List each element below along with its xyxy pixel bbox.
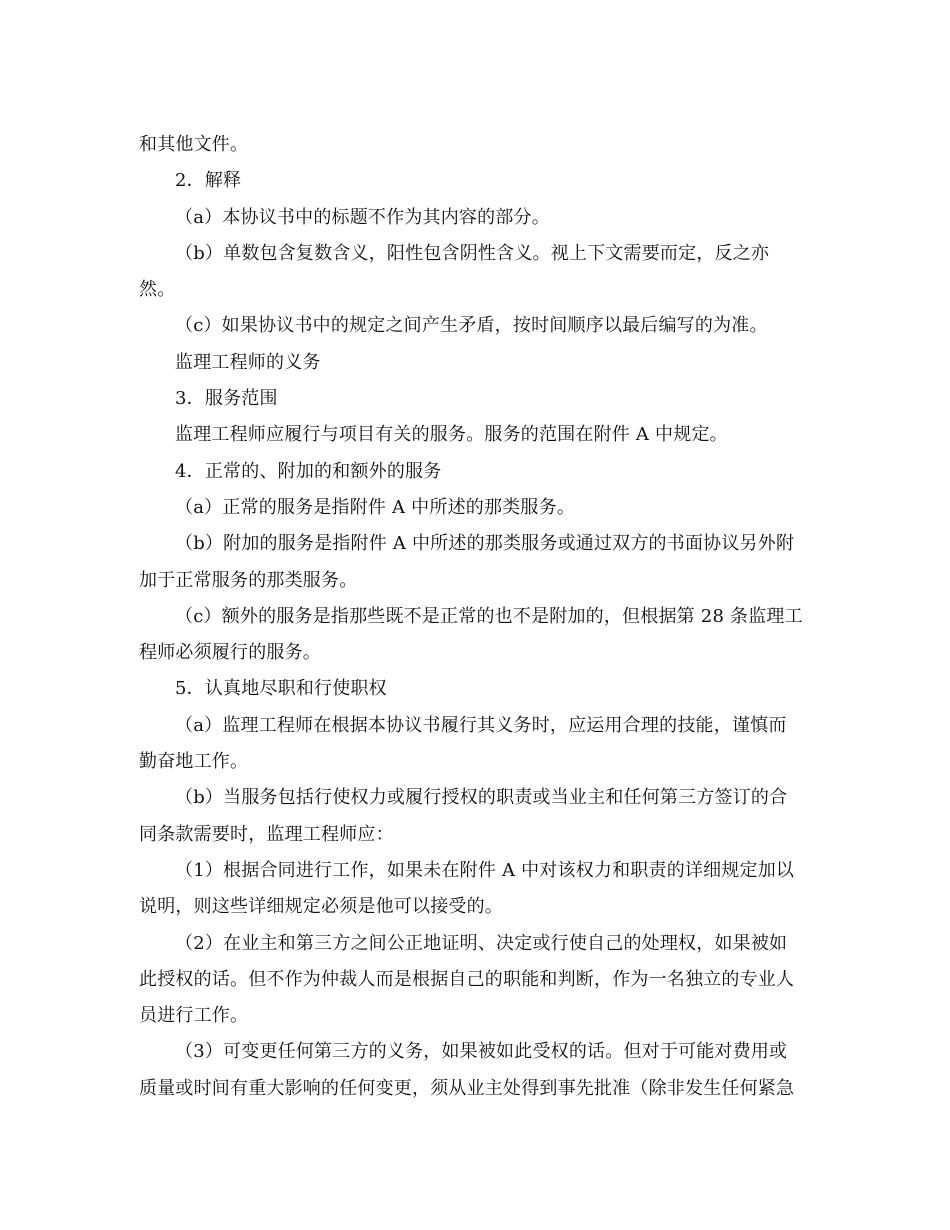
text-line: 说明，则这些详细规定必须是他可以接受的。 xyxy=(139,896,503,918)
clause-4a: （a）正常的服务是指附件 A 中所述的那类服务。 xyxy=(175,496,575,518)
paragraph-3: 监理工程师应履行与项目有关的服务。服务的范围在附件 A 中规定。 xyxy=(175,424,728,446)
section-heading-2: 2．解释 xyxy=(175,170,242,192)
sub-clause-2: （2）在业主和第三方之间公正地证明、决定或行使自己的处理权，如果被如 xyxy=(175,932,788,954)
text-line: 和其他文件。 xyxy=(139,134,249,155)
clause-5b: （b）当服务包括行使权力或履行授权的职责或当业主和任何第三方签订的合 xyxy=(175,787,788,809)
chapter-heading: 监理工程师的义务 xyxy=(175,351,321,373)
text-line: 同条款需要时，监理工程师应： xyxy=(139,823,394,845)
clause-2b: （b）单数包含复数含义，阳性包含阴性含义。视上下文需要而定，反之亦 xyxy=(175,242,770,264)
text-line: 程师必须履行的服务。 xyxy=(139,642,321,664)
document-body xyxy=(139,127,814,1107)
clause-4c: （c）额外的服务是指那些既不是正常的也不是附加的，但根据第 28 条监理工 xyxy=(175,605,803,627)
text-line: 质量或时间有重大影响的任何变更，须从业主处得到事先批准（除非发生任何紧急 xyxy=(139,1077,795,1099)
clause-4b: （b）附加的服务是指附件 A 中所述的那类服务或通过双方的书面协议另外附 xyxy=(175,533,795,555)
sub-clause-1: （1）根据合同进行工作，如果未在附件 A 中对该权力和职责的详细规定加以 xyxy=(175,859,795,881)
clause-2a: （a）本协议书中的标题不作为其内容的部分。 xyxy=(175,206,550,228)
section-heading-4: 4．正常的、附加的和额外的服务 xyxy=(175,460,442,482)
section-heading-5: 5．认真地尽职和行使职权 xyxy=(175,678,387,700)
text-line: 员进行工作。 xyxy=(139,1005,249,1027)
clause-2c: （c）如果协议书中的规定之间产生矛盾，按时间顺序以最后编写的为准。 xyxy=(175,315,768,337)
text-line: 此授权的话。但不作为仲裁人而是根据自己的职能和判断，作为一名独立的专业人 xyxy=(139,968,795,990)
text-line: 加于正常服务的那类服务。 xyxy=(139,569,358,591)
text-line: 然。 xyxy=(139,279,176,301)
clause-5a: （a）监理工程师在根据本协议书履行其义务时，应运用合理的技能，谨慎而 xyxy=(175,714,787,736)
section-heading-3: 3．服务范围 xyxy=(175,388,278,410)
text-line: 勤奋地工作。 xyxy=(139,751,249,773)
sub-clause-3: （3）可变更任何第三方的义务，如果被如此受权的话。但对于可能对费用或 xyxy=(175,1041,788,1063)
